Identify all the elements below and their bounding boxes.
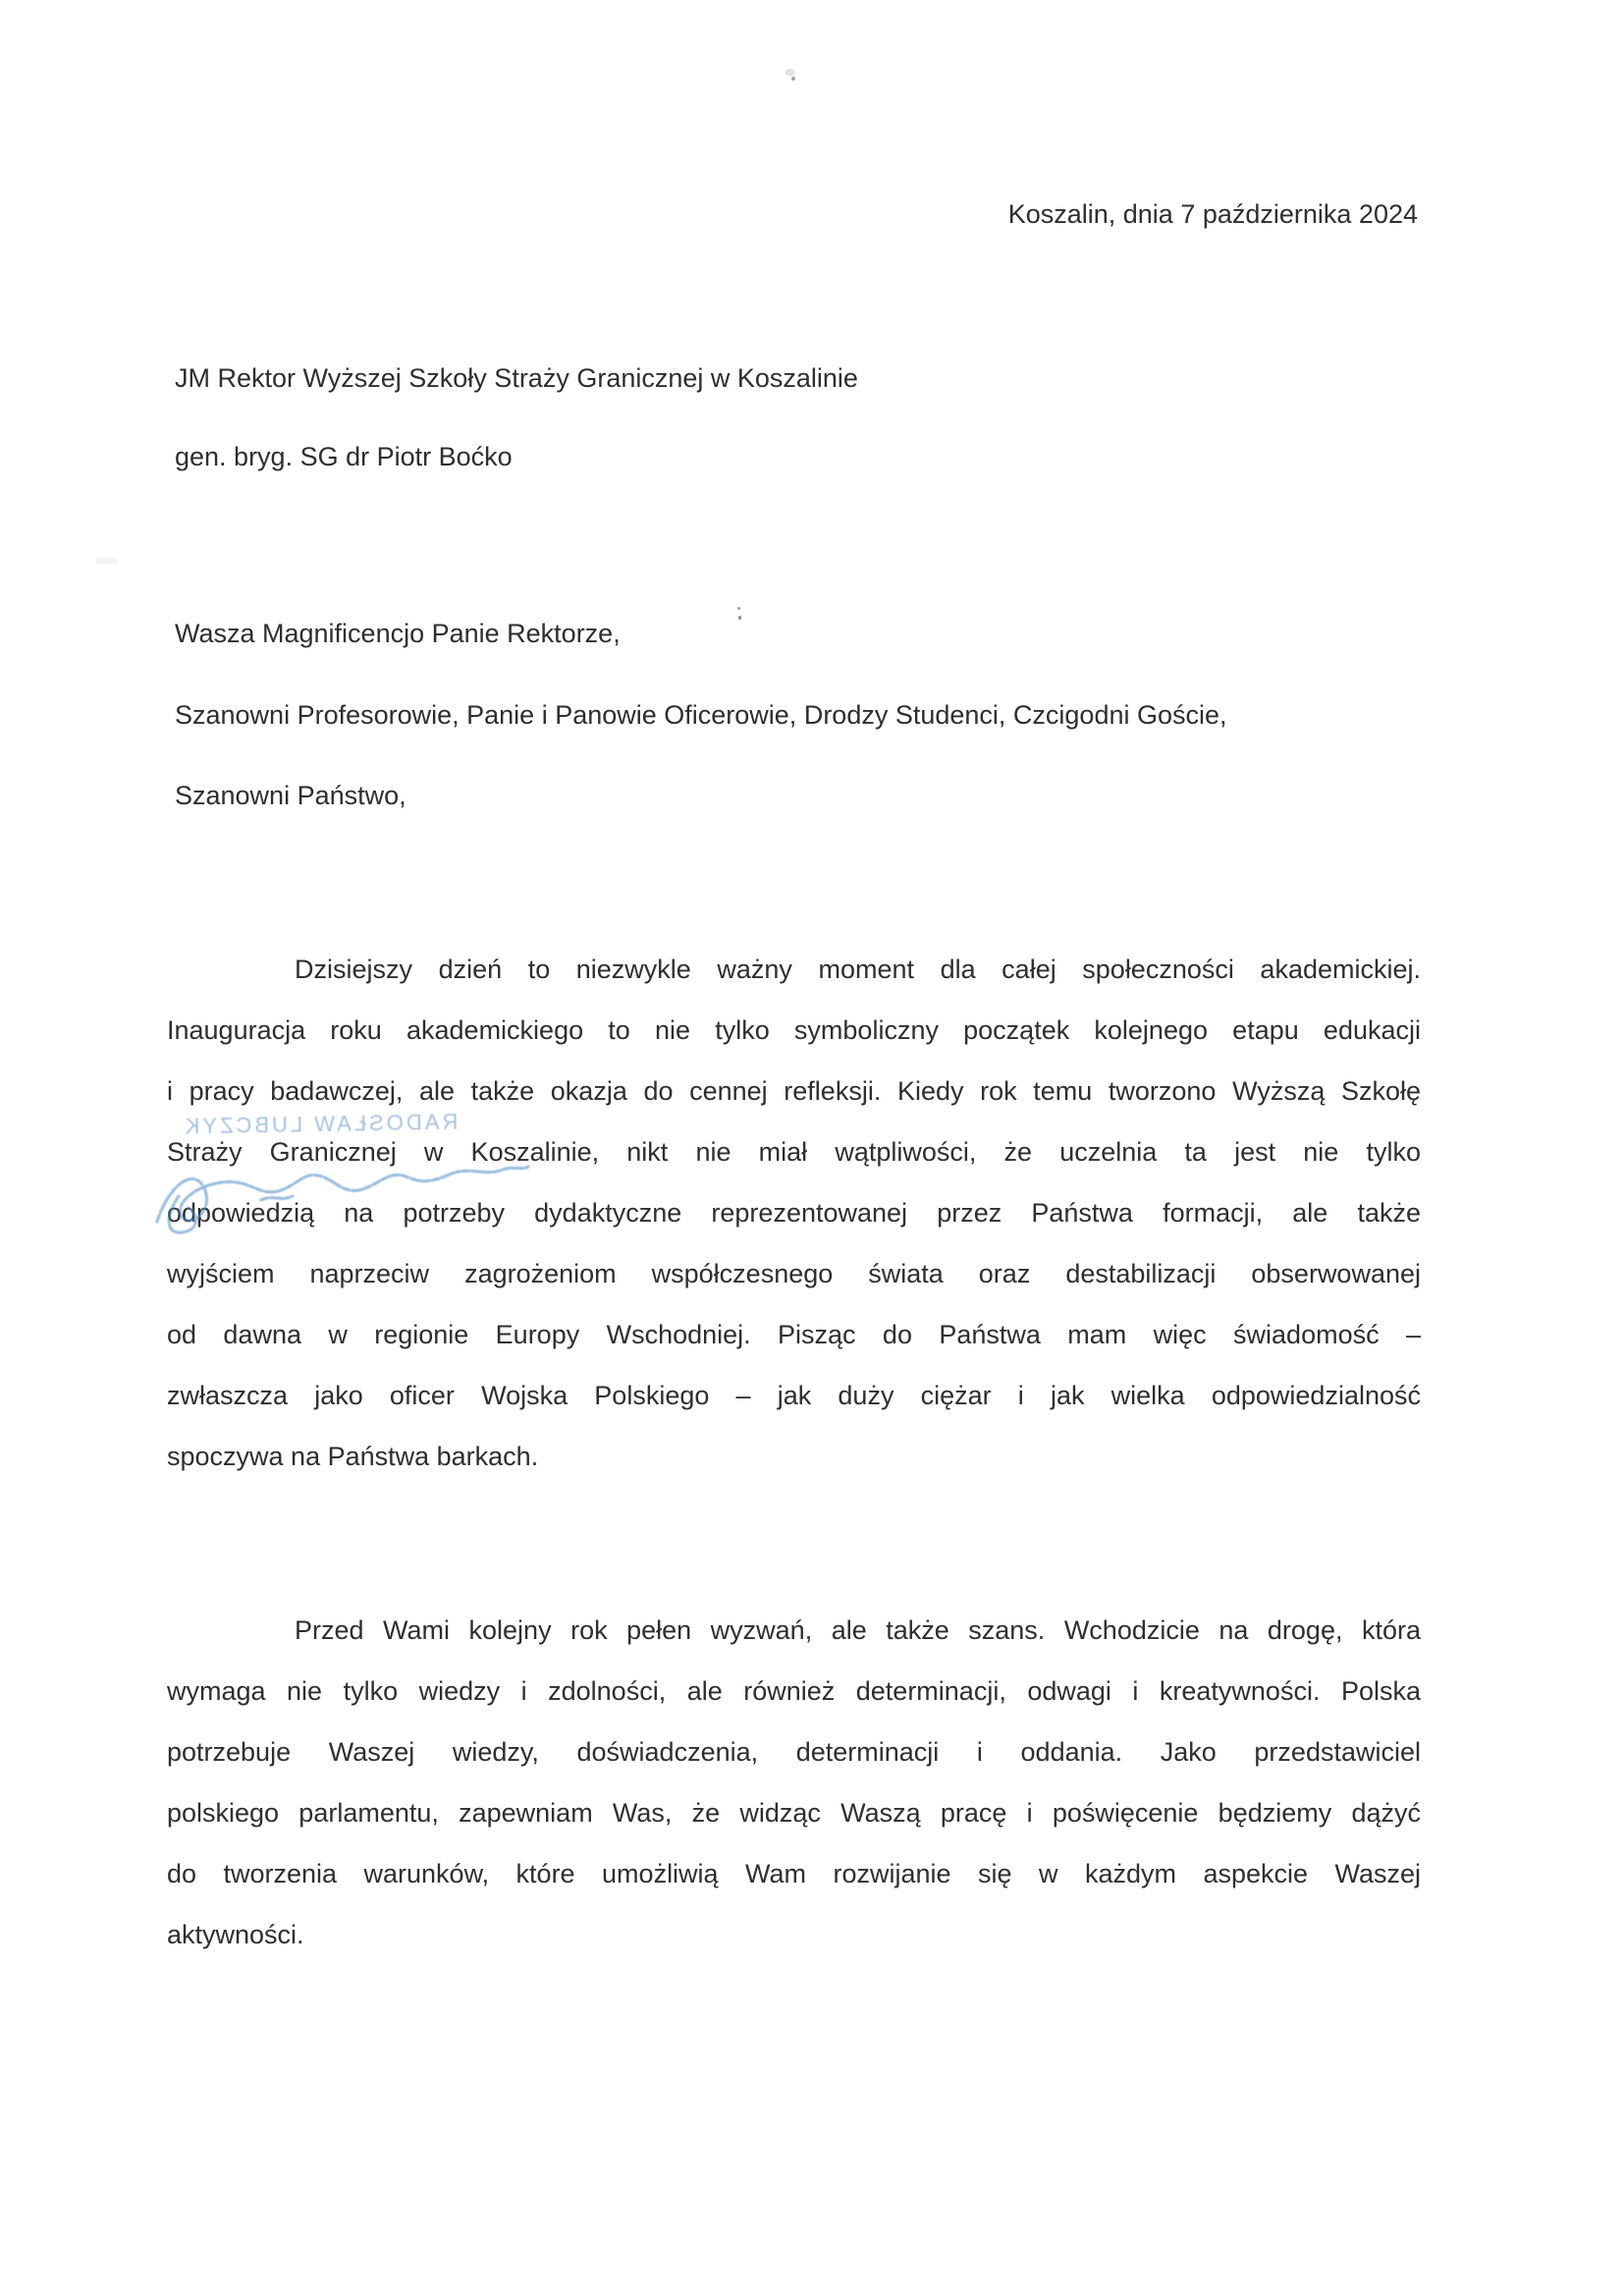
paragraph-1-line: Straży Granicznej w Koszalinie, nikt nie miał wątpliwości, że uczelnia ta jest nie tylko <box>167 1137 1421 1167</box>
scan-speck <box>785 69 794 76</box>
recipient-line-1: JM Rektor Wyższej Szkoły Straży Granicznej w Koszalinie <box>175 363 858 393</box>
paragraph-1-line: odpowiedzią na potrzeby dydaktyczne reprezentowanej przez Państwa formacji, ale także <box>167 1198 1421 1228</box>
scan-speck <box>738 616 741 620</box>
paragraph-2-line: aktywności. <box>167 1920 304 1949</box>
paragraph-1-line: wyjściem naprzeciw zagrożeniom współczesnego świata oraz destabilizacji obserwowanej <box>167 1259 1421 1288</box>
paragraph-1-line: zwłaszcza jako oficer Wojska Polskiego – jak duży ciężar i jak wielka odpowiedzialność <box>167 1381 1421 1410</box>
paragraph-2-line: polskiego parlamentu, zapewniam Was, że widząc Waszą pracę i poświęcenie będziemy dążyć <box>167 1798 1421 1828</box>
recipient-line-2: gen. bryg. SG dr Piotr Boćko <box>175 442 513 471</box>
salutation-line-1: Wasza Magnificencjo Panie Rektorze, <box>175 619 621 648</box>
signature-bleed-mark <box>143 1137 536 1245</box>
stamp-bleed-through-text: RADOSŁAW LUBCZYK <box>182 1109 459 1139</box>
paragraph-1-line: Dzisiejszy dzień to niezwykle ważny moment dla całej społeczności akademickiej. <box>295 955 1421 984</box>
paragraph-1-line: Inauguracja roku akademickiego to nie tylko symboliczny początek kolejnego etapu edukacji <box>167 1015 1421 1045</box>
date-line: Koszalin, dnia 7 października 2024 <box>1007 199 1418 229</box>
paragraph-1-line: od dawna w regionie Europy Wschodniej. Pisząc do Państwa mam więc świadomość – <box>167 1320 1421 1349</box>
paragraph-2 <box>167 1600 1421 1965</box>
paragraph-2-line: wymaga nie tylko wiedzy i zdolności, ale również determinacji, odwagi i kreatywności. Polska <box>167 1676 1421 1706</box>
paragraph-1-line: i pracy badawczej, ale także okazja do cennej refleksji. Kiedy rok temu tworzono Wyższą Szkołę <box>167 1076 1421 1106</box>
paragraph-2-line: Przed Wami kolejny rok pełen wyzwań, ale także szans. Wchodzicie na drogę, która <box>295 1615 1421 1645</box>
salutation-line-3: Szanowni Państwo, <box>175 781 406 810</box>
paragraph-2-line: do tworzenia warunków, które umożliwią Wam rozwijanie się w każdym aspekcie Waszej <box>167 1859 1421 1888</box>
scan-speck <box>791 77 795 81</box>
salutation-line-2: Szanowni Profesorowie, Panie i Panowie Oficerowie, Drodzy Studenci, Czcigodni Goście, <box>175 700 1227 730</box>
scan-smudge <box>96 558 118 564</box>
paragraph-1-line: spoczywa na Państwa barkach. <box>167 1442 539 1471</box>
paragraph-2-line: potrzebuje Waszej wiedzy, doświadczenia, determinacji i oddania. Jako przedstawiciel <box>167 1737 1421 1767</box>
scan-speck <box>737 607 740 610</box>
